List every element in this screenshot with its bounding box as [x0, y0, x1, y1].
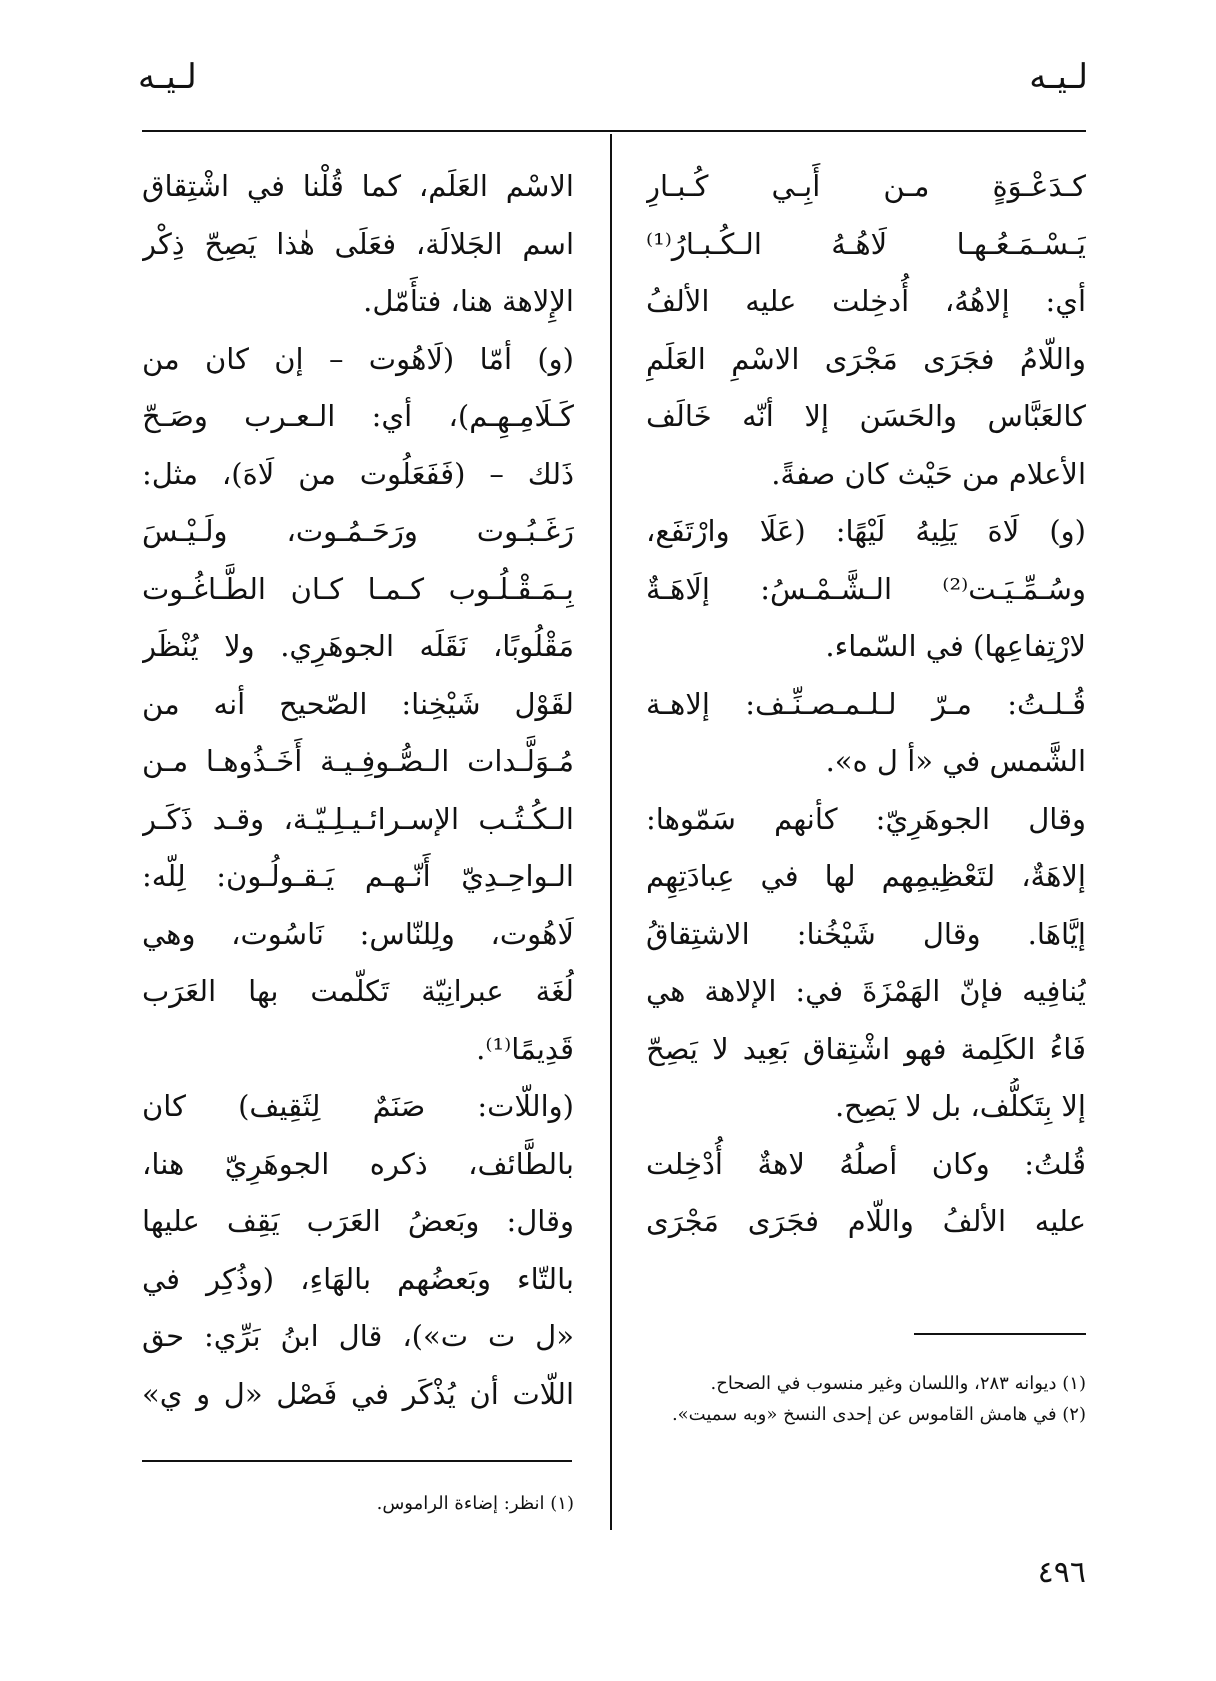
text-line: أي: إلاهُهُ، أُدخِلت عليه الألفُ — [646, 284, 1086, 318]
text-line: وقال: وبَعضُ العَرَب يَقِف عليها — [142, 1204, 574, 1238]
text-line: لارْتِفاعِها) في السّماء. — [825, 629, 1086, 663]
text-line: الـكُـتُـب الإسـرائـيـلِـيّـة، وقـد ذَكَـر — [142, 801, 574, 836]
text-line: بِـمَـقْـلُـوب كـمـا كـان الطَّـاغُـوت — [142, 571, 574, 606]
footnote-item: (١) ديوانه ٢٨٣، واللسان وغير منسوب في الصحاح. — [710, 1373, 1086, 1394]
header-keyword-right: لـيـه — [1029, 57, 1088, 97]
left-footnotes — [142, 1488, 574, 1519]
right-column — [646, 158, 1086, 1251]
footnote-rule-left — [142, 1460, 572, 1462]
text-line: يَـسْـمَـعُـهـا لَاهُـهُ الـكُـبـارُ⁽¹⁾ — [646, 226, 1086, 261]
text-line: ذَلك – (فَفَعَلُوت من لَاهَ)، مثل: — [142, 456, 574, 491]
text-line: الأعلام من حَيْث كان صفةً. — [771, 456, 1086, 491]
text-line: إلا بِتَكلُّف، بل لا يَصِح. — [834, 1089, 1086, 1123]
text-line: الشَّمس في «أ ل ه». — [825, 744, 1086, 778]
text-line: فَاءُ الكَلِمة فهو اشْتِقاق بَعِيد لا يَصِحّ — [646, 1031, 1086, 1066]
right-footnotes — [646, 1368, 1086, 1430]
text-line: يُنافِيه فإنّ الهَمْزَةَ في: الإلاهة هي — [646, 974, 1086, 1008]
text-line: لَاهُوت، ولِلنّاس: نَاسُوت، وهي — [142, 916, 574, 951]
text-line: الـواحِـدِيّ أَنّـهـم يَـقـولُـون: لِلّه: — [142, 859, 574, 893]
text-line: رَغَـبُـوت ورَحَـمُـوت، ولَـيْـسَ — [142, 514, 574, 548]
text-line: كَـلَامِـهِـم)، أي: الـعـرب وصَـحّ — [142, 399, 574, 433]
text-line: قُلتُ: وكان أصلُهُ لاهةٌ أُدْخِلت — [646, 1146, 1086, 1181]
page-number: ٤٩٦ — [1037, 1555, 1086, 1590]
text-line: الإِلاهة هنا، فتأَمّل. — [363, 284, 574, 318]
text-line: الاسْم العَلَم، كما قُلْنا في اشْتِقاق — [142, 169, 574, 203]
header-rule — [142, 130, 1086, 132]
text-line: لُغَة عبرانِيّة تَكلّمت بها العَرَب — [142, 974, 574, 1008]
text-line: مُـوَلَّـدات الـصُّـوفِـيـة أَخَـذُوهـا مـن — [142, 744, 574, 778]
text-line: كـدَعْـوَةٍ مـن أَبِـي كُـبـارِ — [646, 169, 1086, 203]
left-column — [142, 158, 574, 1423]
text-line: اسم الجَلالَة، فعَلَى هٰذا يَصِحّ ذِكْر — [142, 226, 574, 261]
text-line: لقَوْل شَيْخِنا: الصّحيح أنه من — [142, 686, 574, 721]
text-line: إيَّاهَا. وقال شَيْخُنا: الاشتِقاقُ — [646, 916, 1086, 951]
text-line: مَقْلُوبًا، نَقَلَه الجوهَرِي. ولا يُنْظَر — [142, 629, 574, 663]
column-divider — [610, 134, 612, 1530]
footnote-rule-right — [914, 1333, 1086, 1335]
text-line: (و) لَاهَ يَلِيهُ لَيْهًا: (عَلَا وارْتَفَع، — [646, 514, 1086, 548]
text-line: اللّات أن يُذْكَر في فَصْل «ل و ي» — [142, 1376, 574, 1411]
text-line: (و) أمّا (لَاهُوت – إن كان من — [142, 341, 574, 376]
text-line: بالطَّائف، ذكره الجوهَرِيّ هنا، — [142, 1146, 574, 1181]
text-line: (واللّات: صَنَمٌ لِثَقِيف) كان — [142, 1089, 574, 1123]
text-line: وقال الجوهَرِيّ: كأنهم سَمّوها: — [646, 801, 1086, 836]
text-line: كالعَبَّاس والحَسَن إلا أنّه خَالَف — [646, 399, 1086, 433]
text-line: «ل ت ت»)، قال ابنُ بَرِّي: حق — [142, 1319, 574, 1353]
text-line: قَدِيمًا⁽¹⁾. — [476, 1031, 574, 1066]
text-line: وسُـمِّـيَـت⁽²⁾ الـشَّـمْـسُ: إلَاهَـةٌ — [646, 571, 1086, 606]
header-keyword-left: لـيـه — [138, 57, 197, 97]
text-line: عليه الألفُ واللّام فجَرَى مَجْرَى — [646, 1204, 1086, 1238]
text-line: بالتّاء وبَعضُهم بالهَاءِ، (وذُكِر في — [142, 1261, 574, 1296]
footnote-item: (٢) في هامش القاموس عن إحدى النسخ «وبه سميت». — [671, 1404, 1086, 1425]
footnote-item: (١) انظر: إضاءة الراموس. — [376, 1493, 574, 1514]
text-line: قُـلـتُ: مـرّ لـلـمـصـنِّـف: إلاهـة — [646, 686, 1086, 721]
text-line: إلاهَةٌ، لتَعْظِيمِهم لها في عِبادَتِهِم — [646, 859, 1086, 893]
text-line: واللّامُ فجَرَى مَجْرَى الاسْمِ العَلَمِ — [646, 341, 1086, 376]
